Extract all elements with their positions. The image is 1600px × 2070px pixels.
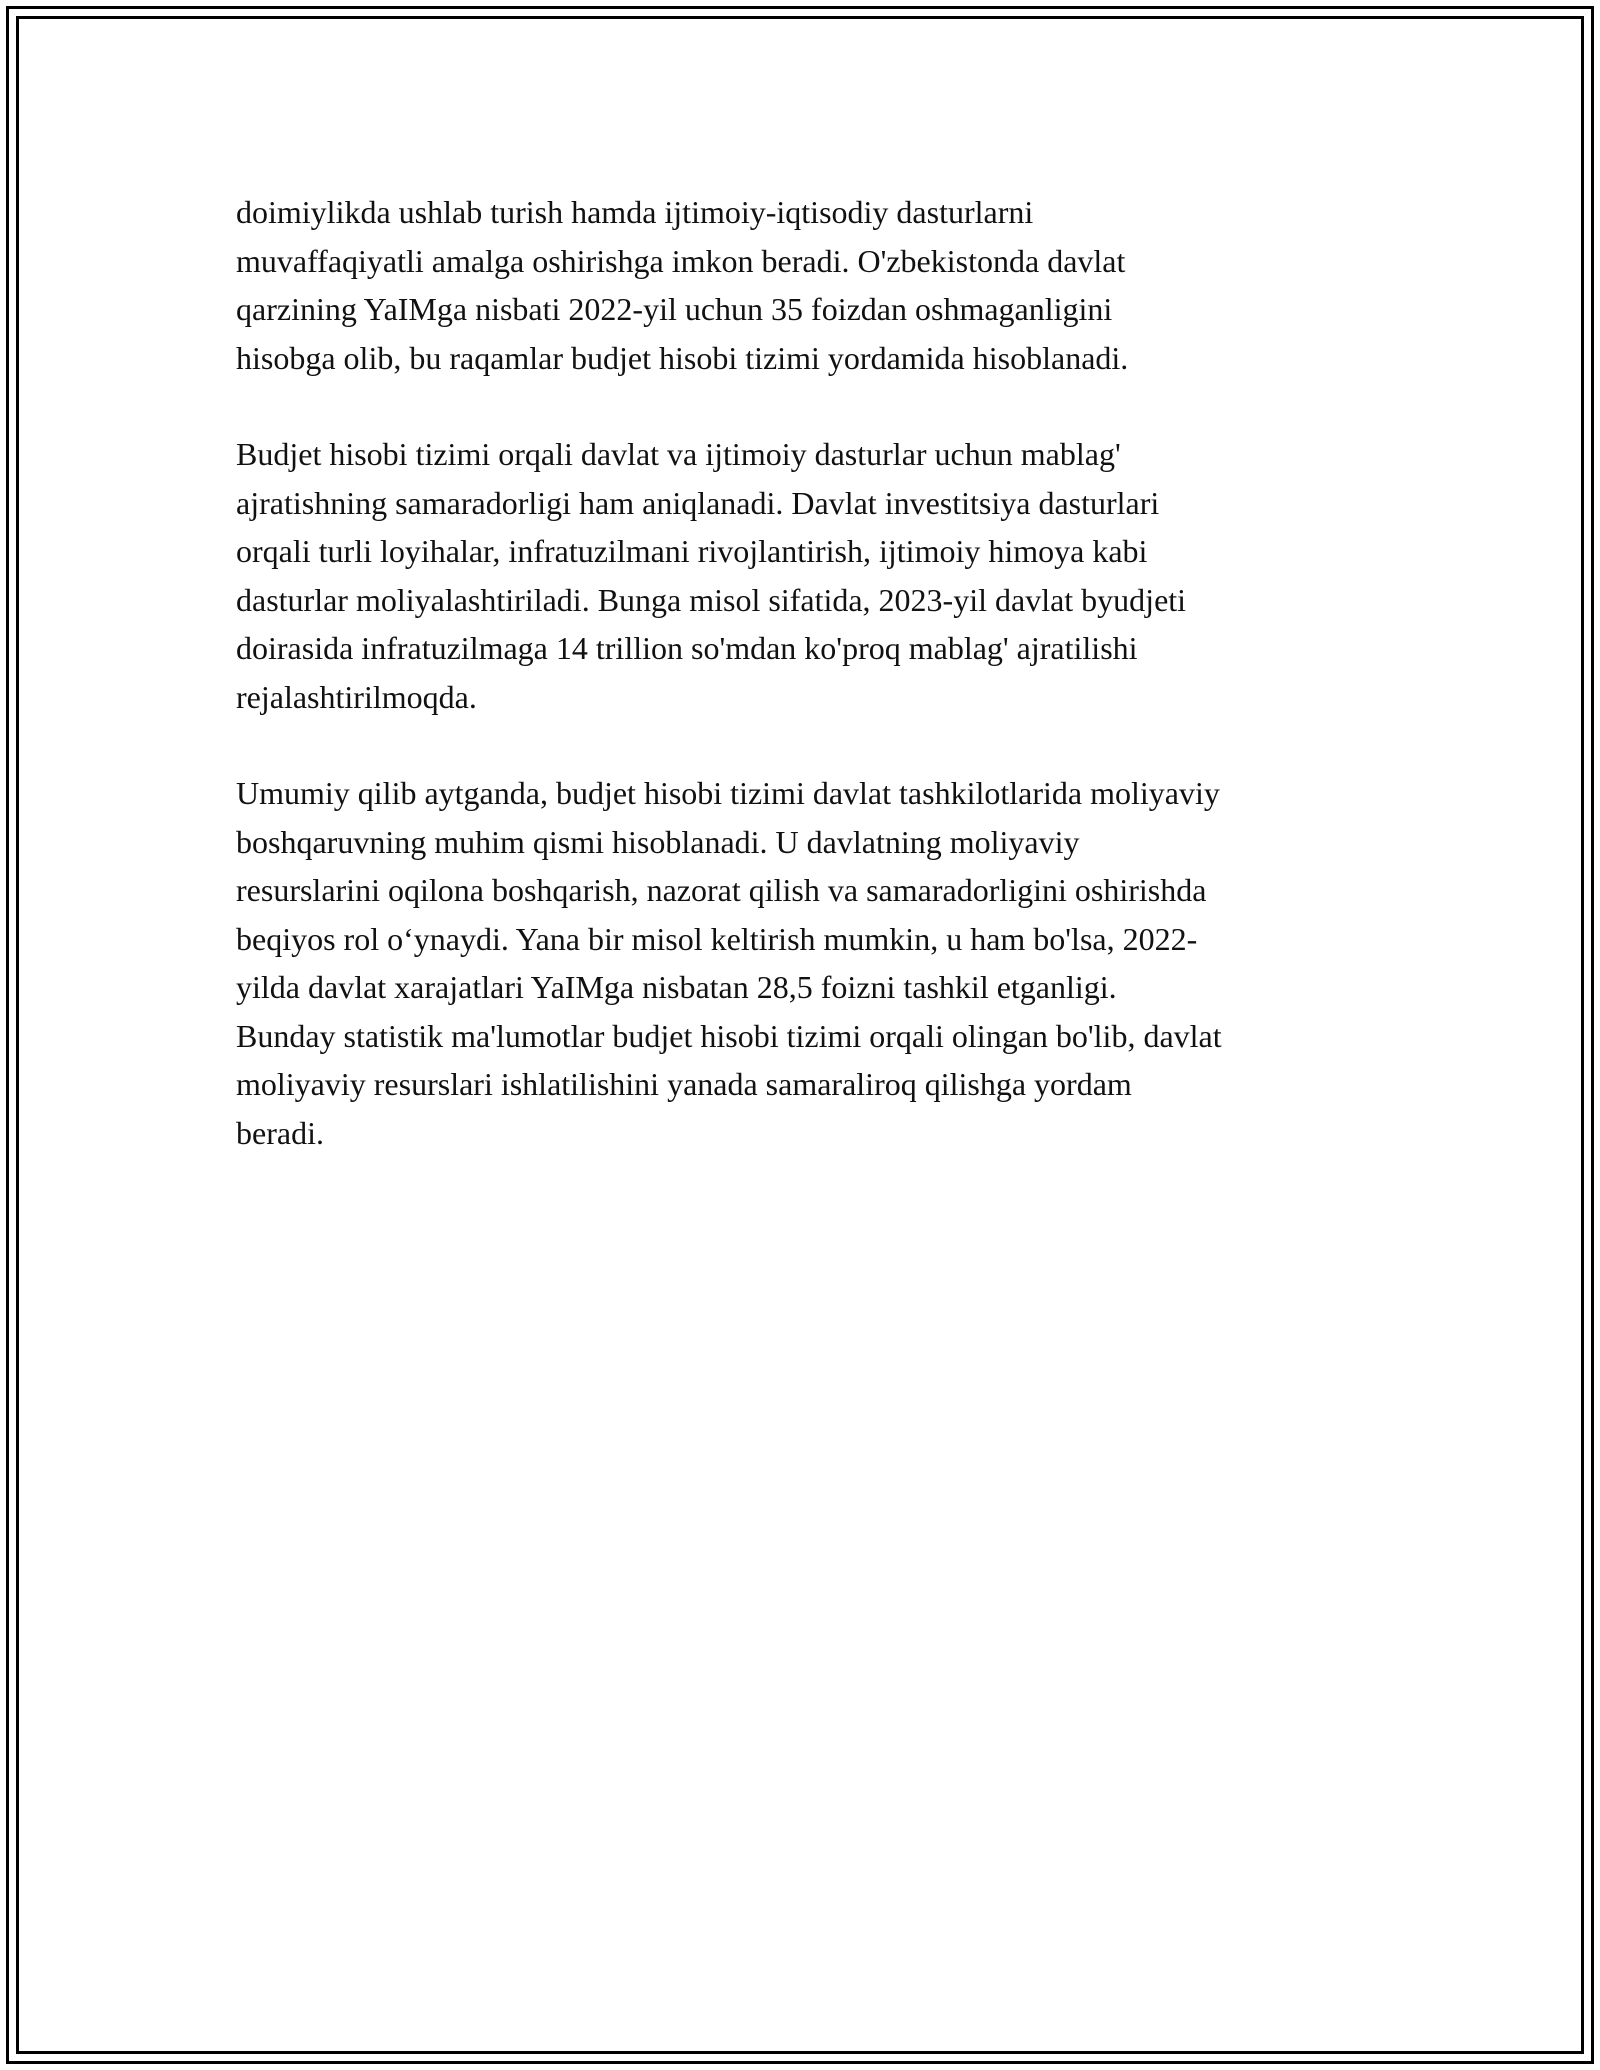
text-line: qarzining YaIMga nisbati 2022-yil uchun 35 foizdan oshmaganligini — [236, 291, 1113, 327]
text-line: resurslarini oqilona boshqarish, nazorat qilish va samaradorligini oshirishda — [236, 872, 1207, 908]
text-line: boshqaruvning muhim qismi hisoblanadi. U davlatning moliyaviy — [236, 823, 1080, 860]
text-line: doirasida infratuzilmaga 14 trillion so'mdan ko'proq mablag' ajratilishi — [236, 630, 1138, 666]
text-line: yilda davlat xarajatlari YaIMga nisbatan 28,5 foizni tashkil etganligi. — [236, 969, 1117, 1005]
text-line: beradi. — [236, 1114, 324, 1151]
document-body — [236, 188, 1386, 1205]
text-line: rejalashtirilmoqda. — [236, 678, 477, 715]
text-line: beqiyos rol o‘ynaydi. Yana bir misol keltirish mumkin, u ham bo'lsa, 2022- — [236, 920, 1198, 957]
text-line: hisobga olib, bu raqamlar budjet hisobi tizimi yordamida hisoblanadi. — [236, 339, 1129, 376]
paragraph-3 — [236, 769, 1386, 1157]
text-line: dasturlar moliyalashtiriladi. Bunga misol sifatida, 2023-yil davlat byudjeti — [236, 581, 1187, 618]
text-line: orqali turli loyihalar, infratuzilmani rivojlantirish, ijtimoiy himoya kabi — [236, 533, 1148, 569]
paragraph-1 — [236, 188, 1386, 382]
text-line: Bunday statistik ma'lumotlar budjet hisobi tizimi orqali olingan bo'lib, davlat — [236, 1017, 1222, 1054]
text-line: Budjet hisobi tizimi orqali davlat va ijtimoiy dasturlar uchun mablag' — [236, 436, 1121, 472]
text-line: ajratishning samaradorligi ham aniqlanadi. Davlat investitsiya dasturlari — [236, 484, 1160, 521]
paragraph-2 — [236, 430, 1386, 721]
text-line: doimiylikda ushlab turish hamda ijtimoiy-iqtisodiy dasturlarni — [236, 194, 1034, 230]
text-line: moliyaviy resurslari ishlatilishini yanada samaraliroq qilishga yordam — [236, 1066, 1132, 1102]
text-line: Umumiy qilib aytganda, budjet hisobi tizimi davlat tashkilotlarida moliyaviy — [236, 775, 1220, 811]
text-line: muvaffaqiyatli amalga oshirishga imkon beradi. O'zbekistonda davlat — [236, 242, 1126, 279]
